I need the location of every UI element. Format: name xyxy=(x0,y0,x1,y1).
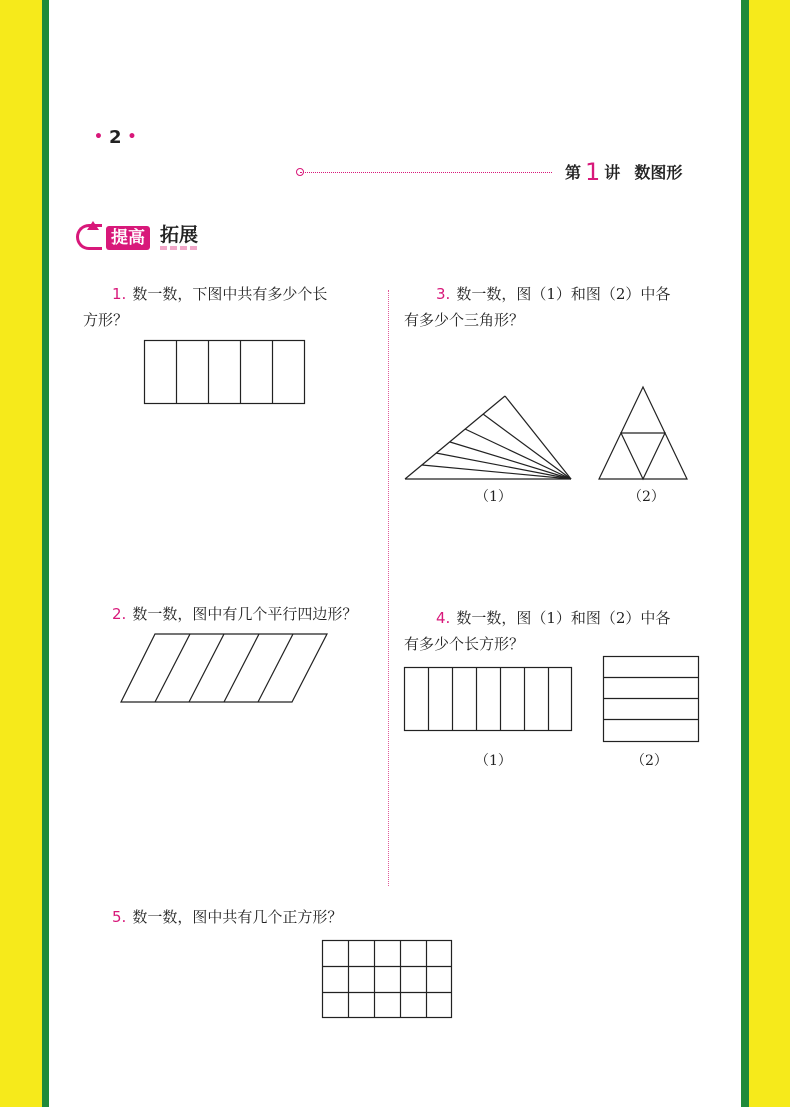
question-text-line1: 数一数，图中共有几个正方形？ xyxy=(132,908,343,926)
page-number xyxy=(88,127,142,148)
section-badge: 提高 xyxy=(106,226,150,250)
lesson-prefix: 第 xyxy=(565,163,582,182)
outer-edge xyxy=(405,396,505,479)
inner-triangle xyxy=(621,433,665,479)
question-text-line1: 数一数，下图中共有多少个长 xyxy=(132,285,328,303)
question-number: 1. xyxy=(112,285,127,303)
dot-icon: • xyxy=(127,129,137,145)
divider-line xyxy=(155,634,190,702)
caption-fig1: （1） xyxy=(475,753,512,769)
question-number: 2. xyxy=(112,605,127,623)
question-text-line2: 有多少个长方形？ xyxy=(404,635,525,653)
lesson-title xyxy=(565,158,682,186)
lesson-number: 1 xyxy=(585,158,601,186)
left-green-border xyxy=(42,0,49,1107)
question-text-line1: 数一数，图（1）和图（2）中各 xyxy=(456,609,671,627)
divider-line xyxy=(258,634,293,702)
figure-rectangles-stacked xyxy=(603,656,700,743)
left-yellow-border xyxy=(0,0,42,1107)
caption-fig2: （2） xyxy=(631,753,668,769)
divider-line xyxy=(189,634,224,702)
column-divider xyxy=(388,290,389,886)
right-green-border xyxy=(741,0,749,1107)
page-number-value: 2 xyxy=(108,127,122,148)
figure-fan-triangles xyxy=(405,395,573,481)
question-3 xyxy=(404,281,671,333)
figure-rectangles-5 xyxy=(144,340,305,404)
outer-parallelogram xyxy=(121,634,327,702)
dot-icon: • xyxy=(94,129,103,145)
section-arrow-icon xyxy=(76,224,102,250)
lesson-topic: 数图形 xyxy=(634,163,683,182)
fan-line xyxy=(436,453,571,479)
outer-rectangle xyxy=(323,941,452,1018)
question-number: 3. xyxy=(436,285,451,303)
figure-parallelograms xyxy=(120,633,328,703)
right-yellow-border xyxy=(749,0,790,1107)
question-1 xyxy=(83,281,328,333)
lesson-suffix: 讲 xyxy=(604,163,621,182)
caption-fig1: （1） xyxy=(475,489,512,505)
caption-fig2: （2） xyxy=(628,489,665,505)
question-text-line1: 数一数，图（1）和图（2）中各 xyxy=(456,285,671,303)
figure-rectangles-7 xyxy=(404,667,573,732)
question-number: 4. xyxy=(436,609,451,627)
section-dash-decoration xyxy=(160,246,200,250)
question-text-line2: 方形？ xyxy=(83,311,129,329)
section-title: 拓展 xyxy=(160,224,199,246)
outer-rectangle xyxy=(405,668,572,731)
figure-triangle-subdivided xyxy=(598,386,688,480)
question-text-line2: 有多少个三角形？ xyxy=(404,311,525,329)
question-4 xyxy=(404,605,671,657)
divider-line xyxy=(224,634,259,702)
question-number: 5. xyxy=(112,908,127,926)
outer-rectangle xyxy=(145,341,305,404)
question-5 xyxy=(112,904,342,930)
fan-line xyxy=(465,429,571,479)
question-2 xyxy=(112,601,357,627)
question-text-line1: 数一数，图中有几个平行四边形？ xyxy=(132,605,358,623)
figure-square-grid xyxy=(322,940,453,1019)
header-dotted-rule xyxy=(300,172,552,173)
